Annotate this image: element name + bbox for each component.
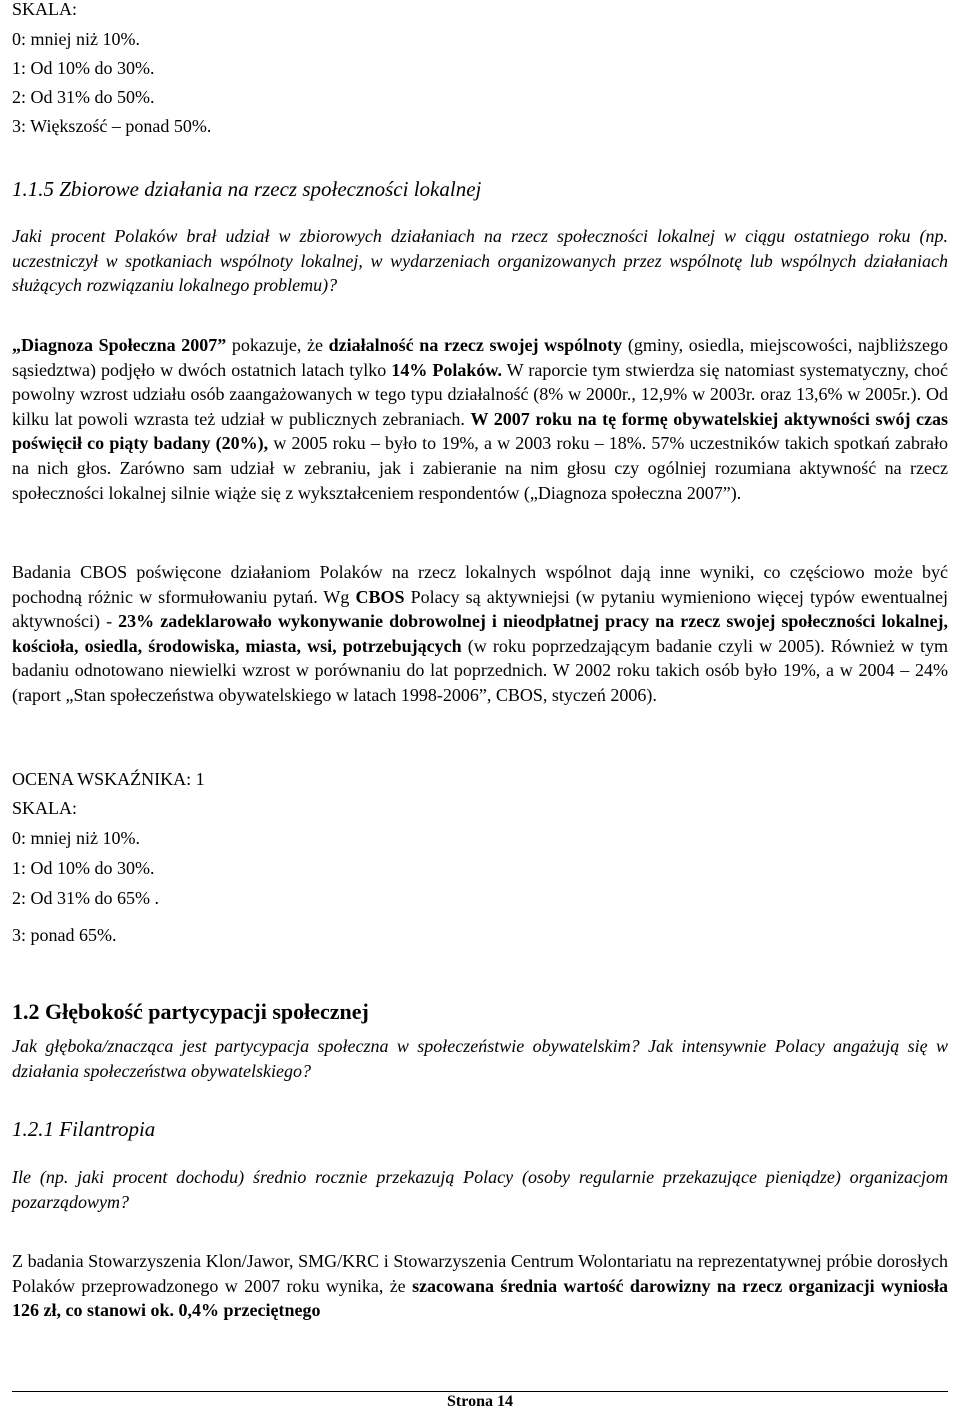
ocena-block xyxy=(12,767,948,947)
text-run: (w roku poprzedzającym badanie czyli w 2005). Również w tym badaniu odnotowano niewielki wzrost w porównaniu do lat poprzednich. W 2002 roku takich osób było 19%, a w 2004 – 24% (raport „Stan społeczeństwa obywatelskiego w latach 1998-2006”, CBOS, styczeń 2006). xyxy=(12,635,948,705)
body-paragraph xyxy=(12,1249,948,1323)
section-title: Głębokość partycypacji społecznej xyxy=(45,999,369,1024)
page-footer xyxy=(0,1388,960,1413)
text-run: 14% Polaków. xyxy=(391,359,502,380)
body-paragraph xyxy=(12,333,948,505)
scale-item: 0: mniej niż 10%. xyxy=(12,29,140,49)
text-run: „Diagnoza Społeczna 2007” xyxy=(12,335,227,355)
section-question: Jaki procent Polaków brał udział w zbiorowych działaniach na rzecz społeczności lokalnej w ciągu ostatniego roku (np. uczestniczył w spotkaniach wspólnoty lokalnej, w wydarzeniach organizowanych przez wspólnotę lub wspólnych działaniach służących rozwiązaniu lokalnego problemu)? xyxy=(12,226,948,296)
section-heading: 1.2.1 Filantropia xyxy=(12,1117,156,1141)
text-run: szacowana średnia wartość darowizny na rzecz organizacji wyniosła 126 zł, co stanowi ok. 0,4% przeciętnego xyxy=(12,1275,948,1321)
scale-item: 0: mniej niż 10%. xyxy=(12,828,140,848)
text-run: 23% zadeklarowało wykonywanie dobrowolnej i nieodpłatnej pracy na rzecz swojej społeczności lokalnej, kościoła, osiedla, środowiska, miasta, wsi, potrzebujących xyxy=(12,611,948,656)
text-run: CBOS xyxy=(355,586,405,607)
scale-item: 1: Od 10% do 30%. xyxy=(12,858,155,878)
section-number: 1.2 xyxy=(12,999,40,1024)
scale-item: 1: Od 10% do 30%. xyxy=(12,58,155,78)
page-number: Strona 14 xyxy=(447,1393,513,1410)
text-run: Badania CBOS poświęcone działaniom Polaków na rzecz lokalnych wspólnot dają inne wyniki, co częściowo może być pochodną różnic w sformułowaniu pytań. Wg xyxy=(12,562,948,607)
footer-rule xyxy=(12,1391,948,1392)
text-run: (gminy, osiedla, miejscowości, najbliższego sąsiedztwa) podjęło w dwóch ostatnich latach tylko xyxy=(12,335,948,380)
scale-title: SKALA: xyxy=(12,0,78,19)
text-run: Z badania Stowarzyszenia Klon/Jawor, SMG/KRC i Stowarzyszenia Centrum Wolontariatu na reprezentatywnej próbie dorosłych Polaków przeprowadzonego w 2007 roku wynika, że xyxy=(12,1251,948,1296)
ocena-title: OCENA WSKAŹNIKA: 1 xyxy=(12,769,205,789)
scale-item: 3: ponad 65%. xyxy=(12,925,117,945)
scale-title: SKALA: xyxy=(12,798,78,818)
text-run: działalność na rzecz swojej wspólnoty xyxy=(328,335,623,355)
text-run: W 2007 roku na tę formę obywatelskiej aktywności swój czas poświęcił co piąty badany (20%), xyxy=(12,408,948,454)
section-heading xyxy=(12,998,948,1026)
body-paragraph xyxy=(12,560,948,708)
text-run: Polacy są aktywniejsi (w pytaniu wymieniono więcej typów ewentualnej aktywności) - xyxy=(12,586,949,632)
text-run: W raporcie tym stwierdza się natomiast systematyczny, choć powolny wzrost udziału osób zaangażowanych w tego typu działalność (8% w 2000r., 12,9% w 2003r. oraz 13,6% w 2005r.). Od kilku lat powoli wzrasta też udział w publicznych zebraniach. xyxy=(12,359,948,429)
section-question: Jak głęboka/znacząca jest partycypacja społeczna w społeczeństwie obywatelskim? Jak intensywnie Polacy angażują się w działania społeczeństwa obywatelskiego? xyxy=(12,1036,948,1081)
section-heading: 1.1.5 Zbiorowe działania na rzecz społeczności lokalnej xyxy=(12,177,482,201)
scale-item: 2: Od 31% do 50%. xyxy=(12,87,155,107)
scale-item: 2: Od 31% do 65% . xyxy=(12,888,159,908)
section-question: Ile (np. jaki procent dochodu) średnio rocznie przekazują Polacy (osoby regularnie przekazujące pieniądze) organizacjom pozarządowym? xyxy=(12,1167,948,1212)
text-run: w 2005 roku – było to 19%, a w 2003 roku – 18%. 57% uczestników takich spotkań zabrało na nich głos. Zarówno sam udział w zebraniu, jak i zabieranie na nim głosu czy ogólniej rozumiana aktywność na rzecz społeczności lokalnej silnie wiąże się z wykształceniem respondentów („Diagnoza społeczna 2007”). xyxy=(12,433,948,503)
scale-top xyxy=(12,0,948,138)
text-run: pokazuje, że xyxy=(226,335,329,355)
scale-item: 3: Większość – ponad 50%. xyxy=(12,116,212,136)
